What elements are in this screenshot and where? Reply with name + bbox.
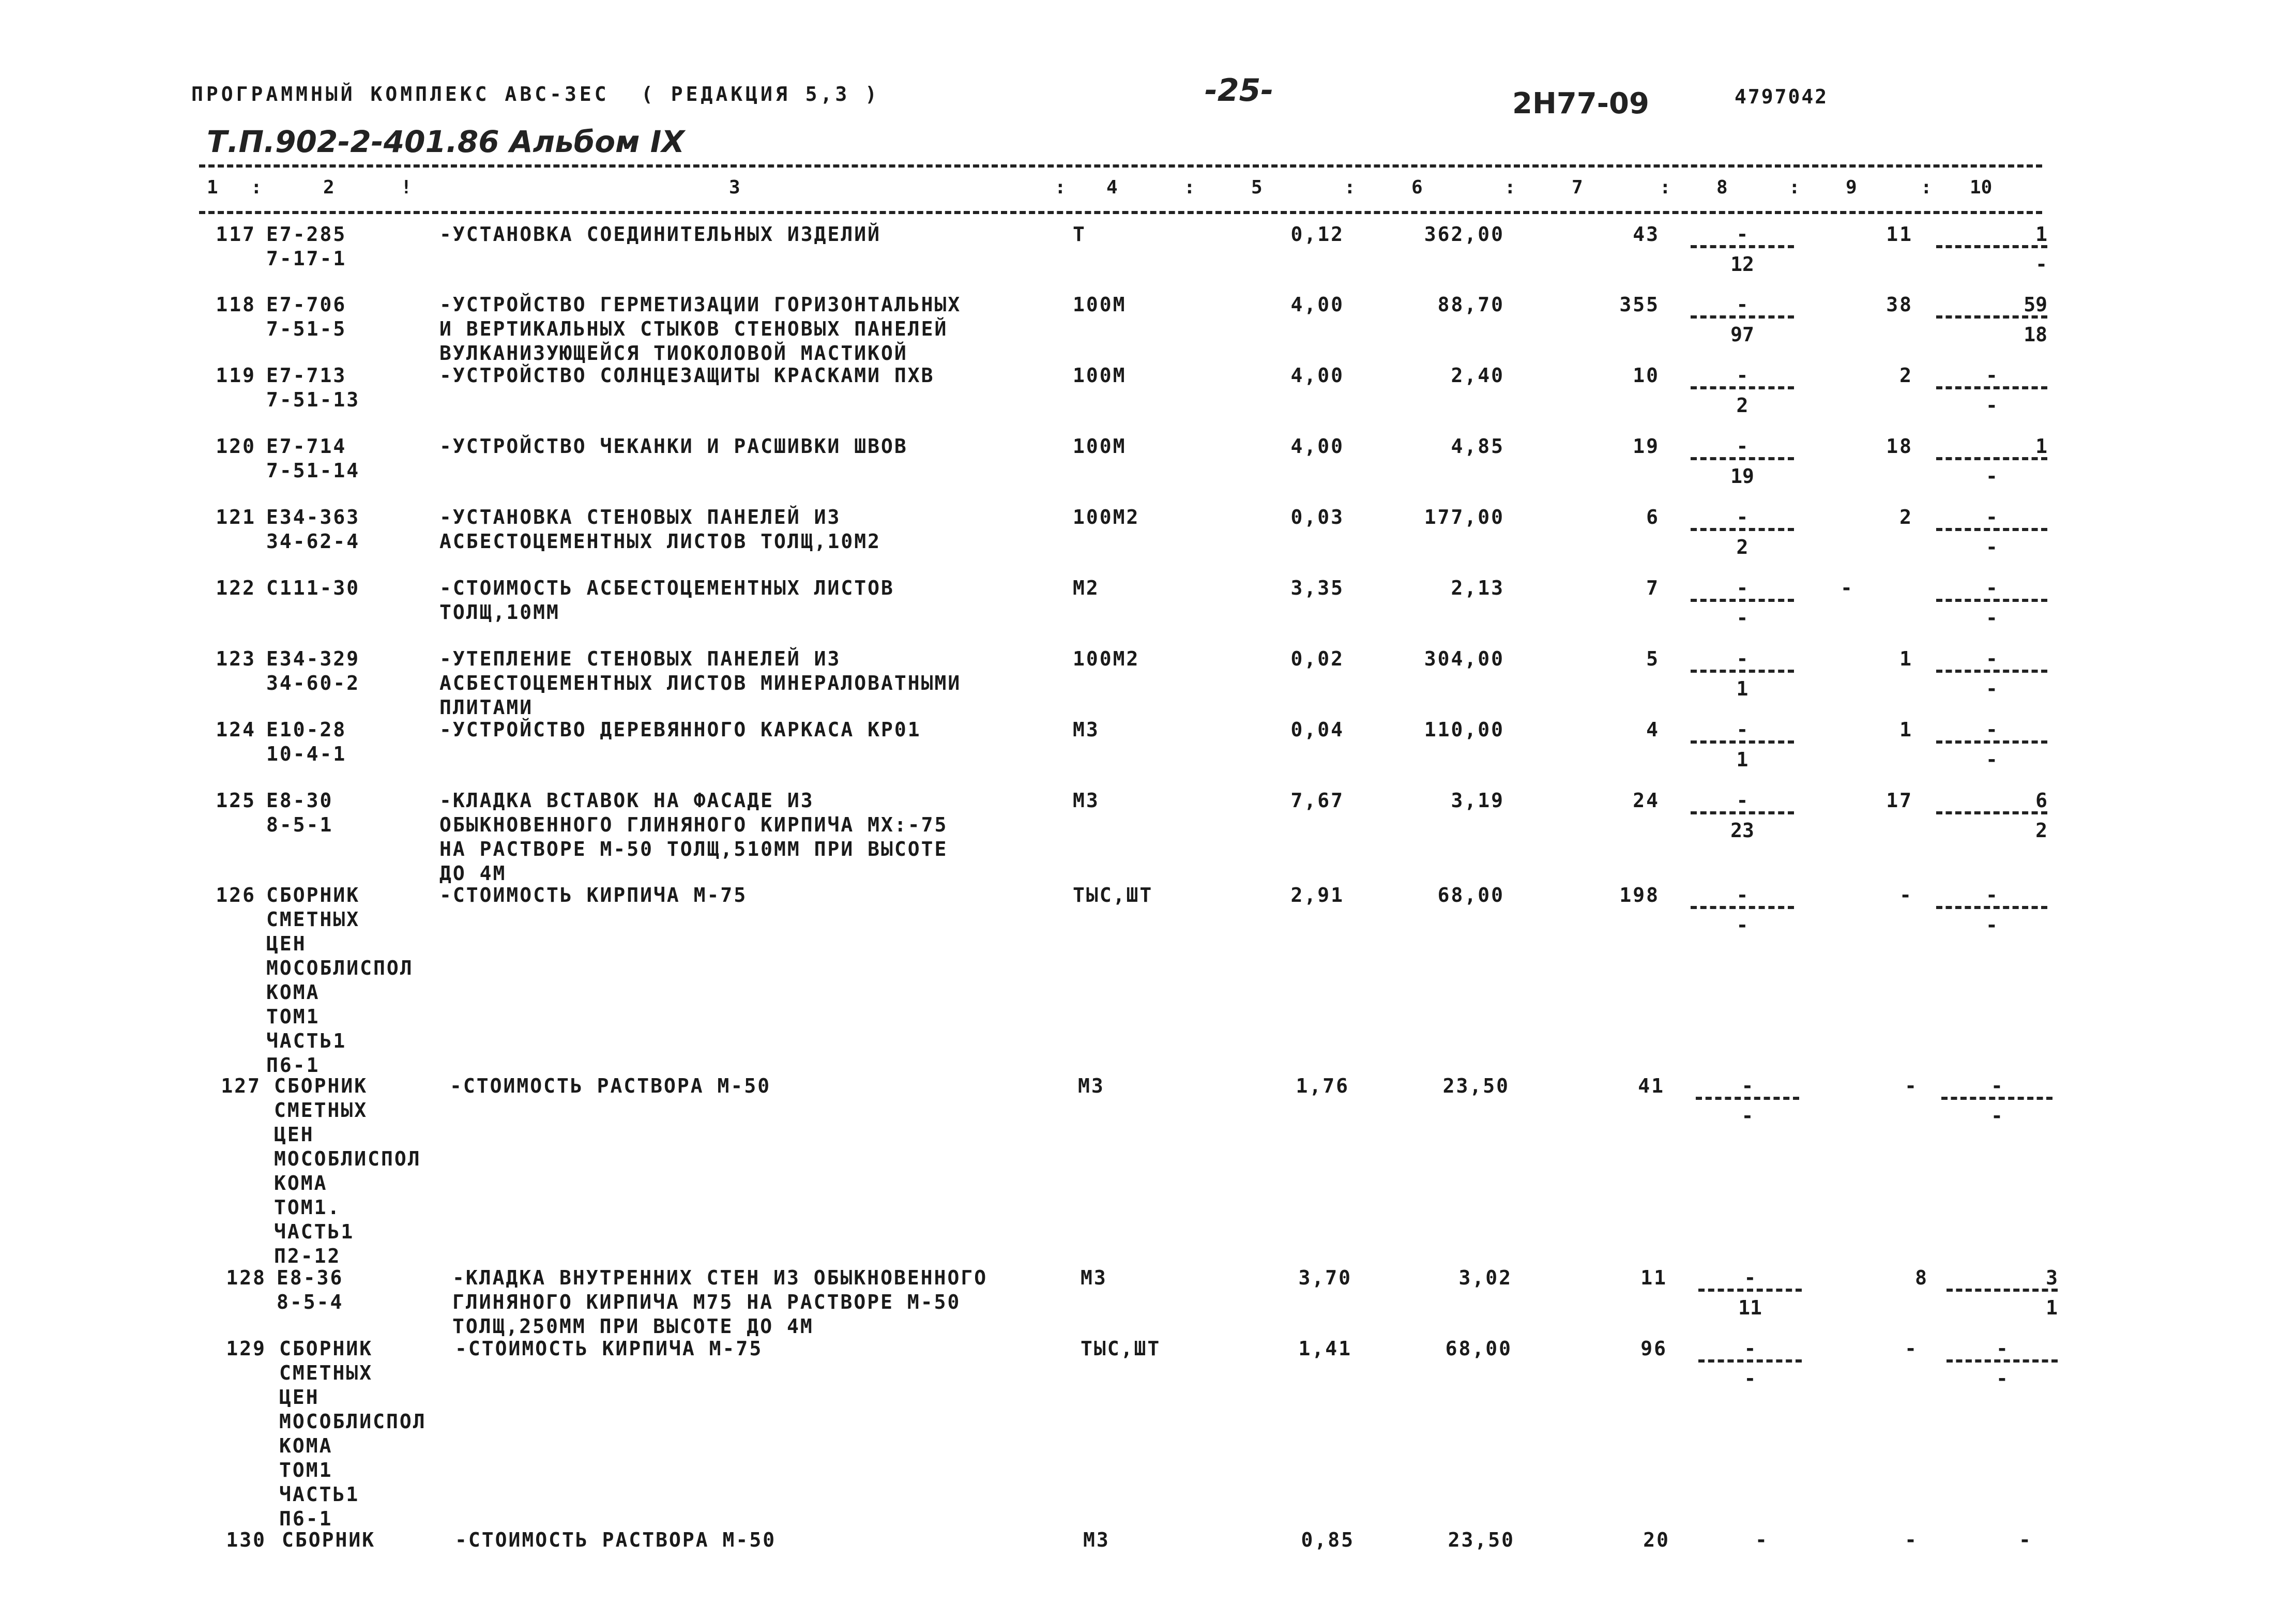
- col8-top: -: [1696, 1074, 1799, 1100]
- row-col10: [1947, 1337, 2058, 1391]
- row-code: Е7-713 7-51-13: [266, 364, 360, 411]
- row-total: 10: [1633, 364, 1660, 387]
- row-total: 20: [1643, 1529, 1670, 1551]
- row-col9: 2: [1899, 506, 1913, 528]
- row-code: Е7-706 7-51-5: [266, 293, 347, 340]
- row-code: Е34-329 34-60-2: [266, 647, 360, 694]
- row-quantity: 7,67: [1290, 789, 1344, 812]
- col8-bottom: 19: [1730, 465, 1754, 488]
- row-quantity: 0,12: [1290, 223, 1344, 246]
- header-rule-bottom: [199, 211, 2042, 214]
- row-quantity: 1,41: [1298, 1337, 1352, 1360]
- col10-bottom: -: [1991, 1104, 2003, 1127]
- row-total: 6: [1646, 506, 1660, 528]
- row-number: 121: [216, 506, 256, 528]
- row-col10: [1936, 576, 2047, 630]
- row-number: 117: [216, 223, 256, 246]
- edition-label: ( РЕДАКЦИЯ 5,3 ): [641, 83, 880, 105]
- row-description: -СТОИМОСТЬ РАСТВОРА М-50: [450, 1075, 771, 1097]
- row-col8: [1691, 789, 1794, 843]
- row-col10: [1936, 364, 2047, 418]
- row-unit: 100М2: [1073, 506, 1140, 528]
- col8-bottom: -: [1741, 1104, 1754, 1127]
- row-price: 110,00: [1424, 718, 1504, 741]
- row-total: 41: [1638, 1075, 1665, 1097]
- row-unit: М3: [1073, 718, 1100, 741]
- col8-top: -: [1691, 883, 1794, 909]
- col10-top: -: [1936, 883, 2047, 909]
- col8-top: -: [1691, 434, 1794, 460]
- row-col10: [1936, 789, 2047, 843]
- row-col9: 1: [1899, 647, 1913, 670]
- col8-bottom: 11: [1738, 1296, 1762, 1319]
- row-col9: 8: [1915, 1266, 1928, 1289]
- row-number: 130: [226, 1529, 266, 1551]
- row-quantity: 3,35: [1290, 577, 1344, 599]
- col-4: 4: [1106, 177, 1118, 198]
- row-col10: [1936, 434, 2047, 489]
- row-quantity: 3,70: [1298, 1266, 1352, 1289]
- row-total: 4: [1646, 718, 1660, 741]
- row-number: 127: [221, 1075, 261, 1097]
- col-sep: :: [1184, 177, 1195, 198]
- header-rule-top: [199, 164, 2042, 168]
- col-sep: :: [1055, 177, 1066, 198]
- row-col8: [1696, 1074, 1799, 1128]
- row-total: 198: [1619, 884, 1660, 906]
- row-col9: -: [1841, 577, 1854, 599]
- row-quantity: 0,04: [1290, 718, 1344, 741]
- row-col9: -: [1905, 1075, 1918, 1097]
- row-price: 88,70: [1437, 293, 1504, 316]
- row-total: 5: [1646, 647, 1660, 670]
- row-col9: -: [1905, 1529, 1918, 1551]
- row-code: С111-30: [266, 577, 360, 599]
- col-sep: :: [1921, 177, 1932, 198]
- row-description: -УСТРОЙСТВО ЧЕКАНКИ И РАСШИВКИ ШВОВ: [439, 435, 908, 458]
- col8-top: -: [1691, 222, 1794, 248]
- col8-bottom: 2: [1736, 536, 1748, 558]
- row-col10: [1936, 718, 2047, 772]
- col8-top: -: [1698, 1266, 1802, 1292]
- col8-top: -: [1698, 1337, 1802, 1363]
- col-sep: :: [1660, 177, 1671, 198]
- col8-bottom: 2: [1736, 394, 1748, 417]
- row-unit: 100М2: [1073, 647, 1140, 670]
- row-unit: 100М: [1073, 293, 1127, 316]
- row-col8: [1691, 576, 1794, 630]
- row-quantity: 4,00: [1290, 364, 1344, 387]
- col10-bottom: -: [1986, 394, 1998, 417]
- row-unit: М3: [1083, 1529, 1110, 1551]
- row-col8: [1691, 505, 1794, 559]
- col10-top: 59: [1936, 293, 2047, 319]
- row-col8: [1698, 1337, 1802, 1391]
- row-col8: [1691, 718, 1794, 772]
- col-sep: :: [1789, 177, 1800, 198]
- row-description: -УСТАНОВКА СОЕДИНИТЕЛЬНЫХ ИЗДЕЛИЙ: [439, 223, 881, 246]
- row-description: -СТОИМОСТЬ АСБЕСТОЦЕМЕНТНЫХ ЛИСТОВ ТОЛЩ,10ММ: [439, 577, 894, 624]
- program-title: ПРОГРАММНЫЙ КОМПЛЕКС АВС-3ЕС: [191, 83, 610, 105]
- row-description: -УТЕПЛЕНИЕ СТЕНОВЫХ ПАНЕЛЕЙ ИЗ АСБЕСТОЦЕМЕНТНЫХ ЛИСТОВ МИНЕРАЛОВАТНЫМИ ПЛИТАМИ: [439, 647, 962, 719]
- row-col8: [1691, 364, 1794, 418]
- row-quantity: 0,85: [1301, 1529, 1355, 1551]
- row-col10: [1936, 293, 2047, 347]
- row-col10: [1947, 1266, 2058, 1320]
- col-9: 9: [1846, 177, 1857, 198]
- col10-top: -: [1941, 1074, 2052, 1100]
- row-price: 23,50: [1442, 1075, 1510, 1097]
- row-col10: [1936, 505, 2047, 559]
- row-unit: М3: [1073, 789, 1100, 812]
- col8-top: -: [1691, 576, 1794, 602]
- row-col9: 18: [1886, 435, 1913, 458]
- row-col10: [1936, 883, 2047, 937]
- col10-bottom: -: [1986, 914, 1998, 936]
- col10-bottom: 1: [2046, 1296, 2058, 1319]
- row-number: 125: [216, 789, 256, 812]
- document-number: 4797042: [1735, 85, 1829, 108]
- row-quantity: 4,00: [1290, 293, 1344, 316]
- row-col8: -: [1755, 1529, 1769, 1551]
- row-number: 122: [216, 577, 256, 599]
- row-description: -КЛАДКА ВНУТРЕННИХ СТЕН ИЗ ОБЫКНОВЕННОГО ГЛИНЯНОГО КИРПИЧА М75 НА РАСТВОРЕ М-50 ТОЛЩ,250ММ ПРИ ВЫСОТЕ ДО 4М: [452, 1266, 988, 1338]
- row-description: -УСТРОЙСТВО ГЕРМЕТИЗАЦИИ ГОРИЗОНТАЛЬНЫХ И ВЕРТИКАЛЬНЫХ СТЫКОВ СТЕНОВЫХ ПАНЕЛЕЙ ВУЛКАНИЗУЮЩЕЙСЯ ТИОКОЛОВОЙ МАСТИКОЙ: [439, 293, 962, 365]
- col8-top: -: [1691, 505, 1794, 531]
- row-description: -КЛАДКА ВСТАВОК НА ФАСАДЕ ИЗ ОБЫКНОВЕННОГО ГЛИНЯНОГО КИРПИЧА МХ:-75 НА РАСТВОРЕ М-50 ТОЛЩ,510ММ ПРИ ВЫСОТЕ ДО 4М: [439, 789, 948, 885]
- row-col9: 2: [1899, 364, 1913, 387]
- row-price: 2,40: [1451, 364, 1504, 387]
- row-price: 3,02: [1458, 1266, 1512, 1289]
- row-total: 7: [1646, 577, 1660, 599]
- row-description: -УСТРОЙСТВО ДЕРЕВЯННОГО КАРКАСА КР01: [439, 718, 921, 741]
- col8-bottom: 1: [1736, 677, 1748, 700]
- col10-top: -: [1947, 1337, 2058, 1363]
- row-price: 68,00: [1437, 884, 1504, 906]
- row-number: 120: [216, 435, 256, 458]
- row-unit: ТЫС,ШТ: [1073, 884, 1153, 906]
- row-number: 119: [216, 364, 256, 387]
- col10-bottom: 18: [2024, 323, 2047, 346]
- col10-top: 3: [1947, 1266, 2058, 1292]
- col-8: 8: [1716, 177, 1728, 198]
- row-description: -СТОИМОСТЬ КИРПИЧА М-75: [439, 884, 748, 906]
- row-unit: М2: [1073, 577, 1100, 599]
- row-total: 96: [1640, 1337, 1667, 1360]
- row-code: СБОРНИК СМЕТНЫХ ЦЕН МОСОБЛИСПОЛ КОМА ТОМ1 ЧАСТЬ1 П6-1: [279, 1337, 427, 1530]
- row-price: 4,85: [1451, 435, 1504, 458]
- row-col10: [1941, 1074, 2052, 1128]
- row-description: -СТОИМОСТЬ КИРПИЧА М-75: [455, 1337, 763, 1360]
- row-total: 19: [1633, 435, 1660, 458]
- row-unit: 100М: [1073, 364, 1127, 387]
- col10-bottom: -: [1986, 465, 1998, 488]
- col8-bottom: -: [1736, 914, 1748, 936]
- col-6: 6: [1411, 177, 1423, 198]
- row-col8: [1691, 434, 1794, 489]
- row-col9: 17: [1886, 789, 1913, 812]
- row-price: 23,50: [1448, 1529, 1515, 1551]
- col10-bottom: -: [1986, 536, 1998, 558]
- row-code: СБОРНИК СМЕТНЫХ ЦЕН МОСОБЛИСПОЛ КОМА ТОМ1 ЧАСТЬ1 П6-1: [266, 884, 414, 1077]
- album-note: Т.П.902-2-401.86 Альбом IX: [207, 124, 685, 159]
- col-2: 2: [323, 177, 334, 198]
- col10-bottom: -: [1986, 607, 1998, 629]
- col-sep: :: [1504, 177, 1516, 198]
- row-total: 11: [1640, 1266, 1667, 1289]
- col10-bottom: -: [1996, 1367, 2008, 1390]
- row-quantity: 4,00: [1290, 435, 1344, 458]
- row-number: 129: [226, 1337, 266, 1360]
- row-total: 24: [1633, 789, 1660, 812]
- col-1: 1: [207, 177, 218, 198]
- row-total: 43: [1633, 223, 1660, 246]
- row-number: 126: [216, 884, 256, 906]
- col10-top: -: [1936, 718, 2047, 744]
- row-quantity: 0,02: [1290, 647, 1344, 670]
- col8-bottom: 12: [1730, 253, 1754, 276]
- row-quantity: 0,03: [1290, 506, 1344, 528]
- row-unit: М3: [1081, 1266, 1107, 1289]
- row-code: Е7-285 7-17-1: [266, 223, 347, 270]
- row-col8: [1691, 293, 1794, 347]
- col10-top: 6: [1936, 789, 2047, 814]
- row-unit: 100М: [1073, 435, 1127, 458]
- col8-top: -: [1691, 293, 1794, 319]
- row-quantity: 1,76: [1296, 1075, 1349, 1097]
- col8-bottom: -: [1736, 607, 1748, 629]
- row-description: -СТОИМОСТЬ РАСТВОРА М-50: [455, 1529, 777, 1551]
- row-description: -УСТАНОВКА СТЕНОВЫХ ПАНЕЛЕЙ ИЗ АСБЕСТОЦЕМЕНТНЫХ ЛИСТОВ ТОЛЩ,10М2: [439, 506, 881, 553]
- col-3: 3: [729, 177, 740, 198]
- col10-top: 1: [1936, 222, 2047, 248]
- row-col9: 38: [1886, 293, 1913, 316]
- col8-top: -: [1691, 789, 1794, 814]
- page-number: -25-: [1205, 72, 1274, 109]
- col8-bottom: 97: [1730, 323, 1754, 346]
- row-unit: М3: [1078, 1075, 1105, 1097]
- row-code: Е10-28 10-4-1: [266, 718, 347, 765]
- row-code: СБОРНИК СМЕТНЫХ ЦЕН МОСОБЛИСПОЛ КОМА ТОМ1. ЧАСТЬ1 П2-12: [274, 1075, 421, 1267]
- row-col9: 11: [1886, 223, 1913, 246]
- col10-bottom: -: [1986, 677, 1998, 700]
- row-col8: [1691, 647, 1794, 701]
- row-code: Е34-363 34-62-4: [266, 506, 360, 553]
- document-code: 2Н77-09: [1512, 87, 1649, 120]
- row-col8: [1691, 883, 1794, 937]
- row-description: -УСТРОЙСТВО СОЛНЦЕЗАЩИТЫ КРАСКАМИ ПХВ: [439, 364, 935, 387]
- row-code: Е7-714 7-51-14: [266, 435, 360, 482]
- col8-bottom: 1: [1736, 748, 1748, 771]
- col8-top: -: [1691, 647, 1794, 673]
- col-sep: !: [401, 177, 412, 198]
- row-col8: [1691, 222, 1794, 277]
- row-unit: Т: [1073, 223, 1086, 246]
- row-number: 124: [216, 718, 256, 741]
- col10-bottom: -: [1986, 748, 1998, 771]
- row-number: 118: [216, 293, 256, 316]
- col8-top: -: [1691, 364, 1794, 389]
- row-code: Е8-36 8-5-4: [277, 1266, 344, 1313]
- col-10: 10: [1970, 177, 1993, 198]
- row-col9: 1: [1899, 718, 1913, 741]
- row-col8: [1698, 1266, 1802, 1320]
- row-code: СБОРНИК: [282, 1529, 376, 1551]
- row-col10: [1936, 647, 2047, 701]
- col10-top: -: [1936, 505, 2047, 531]
- col10-top: -: [1936, 647, 2047, 673]
- row-price: 362,00: [1424, 223, 1504, 246]
- row-col9: -: [1905, 1337, 1918, 1360]
- row-price: 177,00: [1424, 506, 1504, 528]
- col10-bottom: -: [2035, 253, 2047, 276]
- col-sep: :: [251, 177, 262, 198]
- row-col10: [1936, 222, 2047, 277]
- col10-top: -: [1936, 576, 2047, 602]
- row-total: 355: [1619, 293, 1660, 316]
- col8-bottom: -: [1744, 1367, 1756, 1390]
- row-price: 2,13: [1451, 577, 1504, 599]
- row-quantity: 2,91: [1290, 884, 1344, 906]
- row-col10: -: [2019, 1529, 2032, 1551]
- col10-top: -: [1936, 364, 2047, 389]
- col-sep: :: [1344, 177, 1356, 198]
- row-code: Е8-30 8-5-1: [266, 789, 333, 836]
- row-price: 68,00: [1445, 1337, 1512, 1360]
- col-7: 7: [1572, 177, 1583, 198]
- row-number: 128: [226, 1266, 266, 1289]
- row-number: 123: [216, 647, 256, 670]
- row-price: 3,19: [1451, 789, 1504, 812]
- row-price: 304,00: [1424, 647, 1504, 670]
- col8-top: -: [1691, 718, 1794, 744]
- row-unit: ТЫС,ШТ: [1081, 1337, 1161, 1360]
- col-5: 5: [1251, 177, 1263, 198]
- col8-bottom: 23: [1730, 819, 1754, 842]
- col10-bottom: 2: [2035, 819, 2047, 842]
- row-col9: -: [1899, 884, 1913, 906]
- col10-top: 1: [1936, 434, 2047, 460]
